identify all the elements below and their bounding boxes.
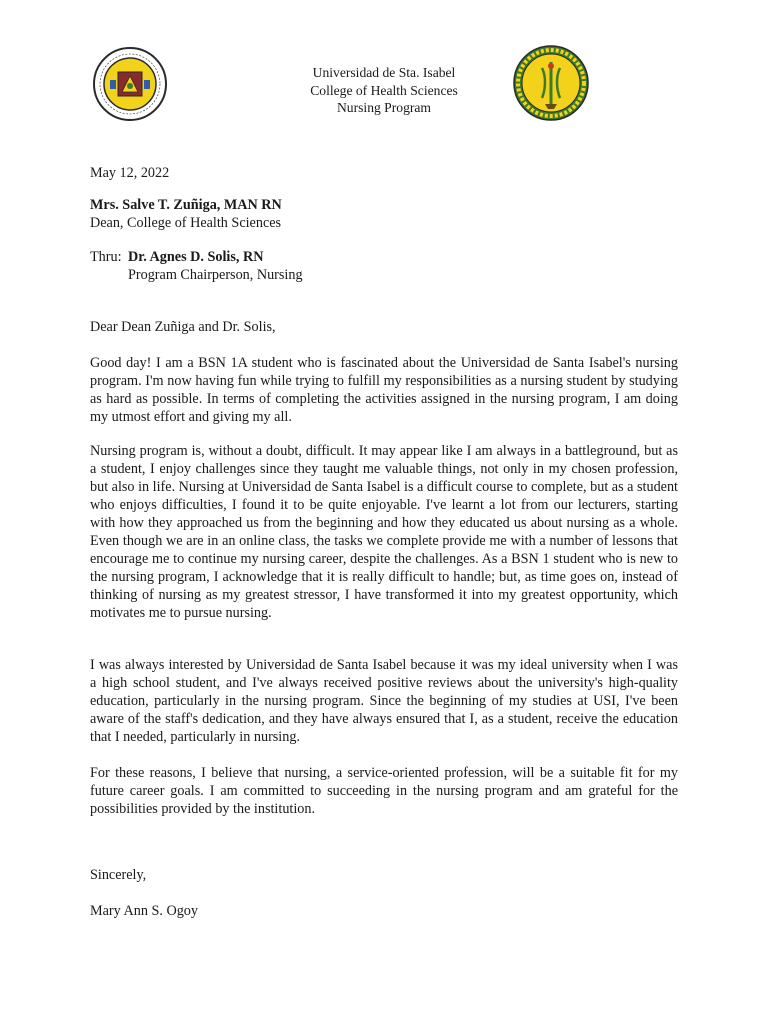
thru-name: Dr. Agnes D. Solis, RN (128, 249, 264, 265)
university-name: Universidad de Sta. Isabel (312, 65, 456, 80)
body-paragraph: I was always interested by Universidad de Santa Isabel because it was my ideal university when I was a high school student, and I've always received positive reviews about the university's high-quality education, particularly in the nursing program. Since the beginning of my studies at USI, I've been aware of the staff's dedication, and they have always ensured that I, as a student, receive the education that I needed, particularly in nursing. (90, 657, 678, 745)
salutation: Dear Dean Zuñiga and Dr. Solis, (90, 319, 276, 335)
university-seal-logo (92, 46, 168, 122)
body-paragraph: Good day! I am a BSN 1A student who is fascinated about the Universidad de Santa Isabel's nursing program. I'm now having fun while trying to fulfill my responsibilities as a nursing student by studying as hard as possible. In terms of completing the activities assigned in the nursing program, I am doing my utmost effort and giving my all. (90, 355, 678, 425)
recipient-title: Dean, College of Health Sciences (90, 215, 282, 231)
letterhead (284, 64, 484, 117)
thru-label: Thru: (90, 249, 122, 265)
body-paragraph: For these reasons, I believe that nursing, a service-oriented profession, will be a suitable fit for my future career goals. I am committed to succeeding in the nursing program and am grateful for the possibilities provided by the institution. (90, 765, 678, 817)
college-of-nursing-seal-logo (512, 44, 590, 122)
closing: Sincerely, (90, 867, 147, 883)
recipient-block (90, 196, 678, 232)
letter-date: May 12, 2022 (90, 165, 170, 181)
thru-block (90, 248, 678, 284)
thru-title: Program Chairperson, Nursing (128, 267, 303, 283)
college-name: College of Health Sciences (310, 82, 458, 98)
program-name: Nursing Program (336, 100, 431, 115)
signer-name: Mary Ann S. Ogoy (90, 903, 198, 919)
recipient-name: Mrs. Salve T. Zuñiga, MAN RN (90, 197, 282, 213)
body-paragraph: Nursing program is, without a doubt, difficult. It may appear like I am always in a battleground, but as a student, I enjoy challenges since they taught me valuable things, not only in my chosen profession, but also in life. Nursing at Universidad de Santa Isabel is a difficult course to complete, but as a student who enjoys difficulties, I found it to be quite enjoyable. I've learnt a lot from our lecturers, starting with how they approached us from the beginning and how they educated us about nursing as a whole. Even though we are in an online class, the tasks we complete provide me with a number of lessons that encourage me to continue my nursing career, despite the challenges. As a BSN 1 student who is new to the nursing program, I acknowledge that it is really difficult to handle; but, as time goes on, instead of thinking of nursing as my greatest stressor, I have transformed it into my greatest opportunity, which motivates me to pursue nursing. (90, 443, 678, 621)
